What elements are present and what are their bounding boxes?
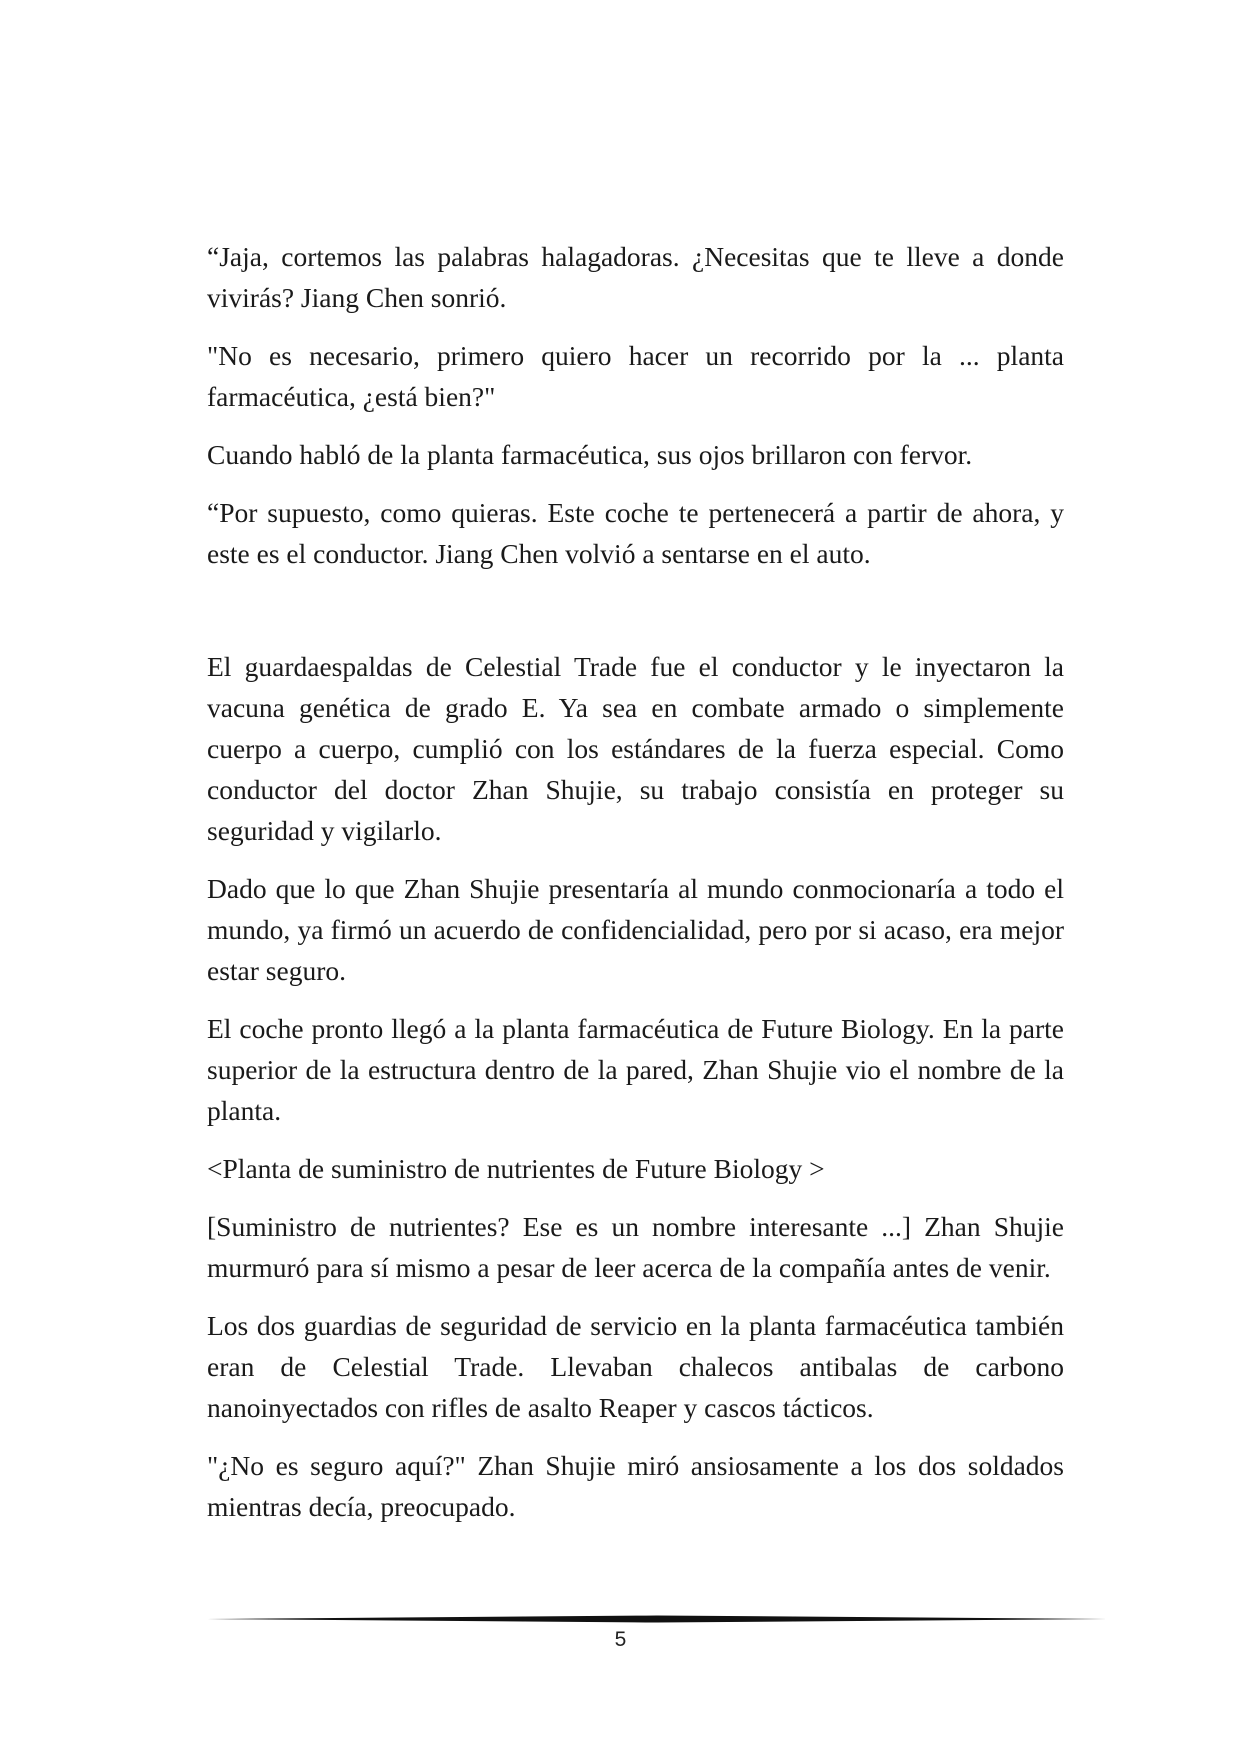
page-number: 5 [614,1628,627,1651]
paragraph: “Jaja, cortemos las palabras halagadoras. ¿Necesitas que te lleve a donde vivirás? Jiang Chen sonrió. [207,241,1064,313]
plant-sign-paragraph: <Planta de suministro de nutrientes de Future Biology > [207,1153,825,1184]
paragraph: [Suministro de nutrientes? Ese es un nombre interesante ...] Zhan Shujie murmuró para sí mismo a pesar de leer acerca de la compañía antes de venir. [207,1211,1064,1283]
paragraph: Dado que lo que Zhan Shujie presentaría al mundo conmocionaría a todo el mundo, ya firmó un acuerdo de confidencialidad, pero por si acaso, era mejor estar seguro. [207,873,1064,986]
footer-divider [207,1615,1107,1623]
paragraph: Los dos guardias de seguridad de servicio en la planta farmacéutica también eran de Celestial Trade. Llevaban chalecos antibalas de carbono nanoinyectados con rifles de asalto Reaper y cascos tácticos. [207,1310,1064,1423]
text-block-top [207,236,1064,591]
paragraph: "No es necesario, primero quiero hacer un recorrido por la ... planta farmacéutica, ¿está bien?" [207,340,1064,412]
paragraph: El guardaespaldas de Celestial Trade fue el conductor y le inyectaron la vacuna genética de grado E. Ya sea en combate armado o simplemente cuerpo a cuerpo, cumplió con los estándares de la fuerza especial. Como conductor del doctor Zhan Shujie, su trabajo consistía en proteger su seguridad y vigilarlo. [207,651,1064,846]
paragraph: El coche pronto llegó a la planta farmacéutica de Future Biology. En la parte superior de la estructura dentro de la pared, Zhan Shujie vio el nombre de la planta. [207,1013,1064,1126]
text-block-main [207,646,1064,1544]
paragraph: Cuando habló de la planta farmacéutica, sus ojos brillaron con fervor. [207,439,973,470]
paragraph: “Por supuesto, como quieras. Este coche te pertenecerá a partir de ahora, y este es el conductor. Jiang Chen volvió a sentarse en el auto. [207,497,1064,569]
paragraph: "¿No es seguro aquí?" Zhan Shujie miró ansiosamente a los dos soldados mientras decía, preocupado. [207,1450,1064,1522]
